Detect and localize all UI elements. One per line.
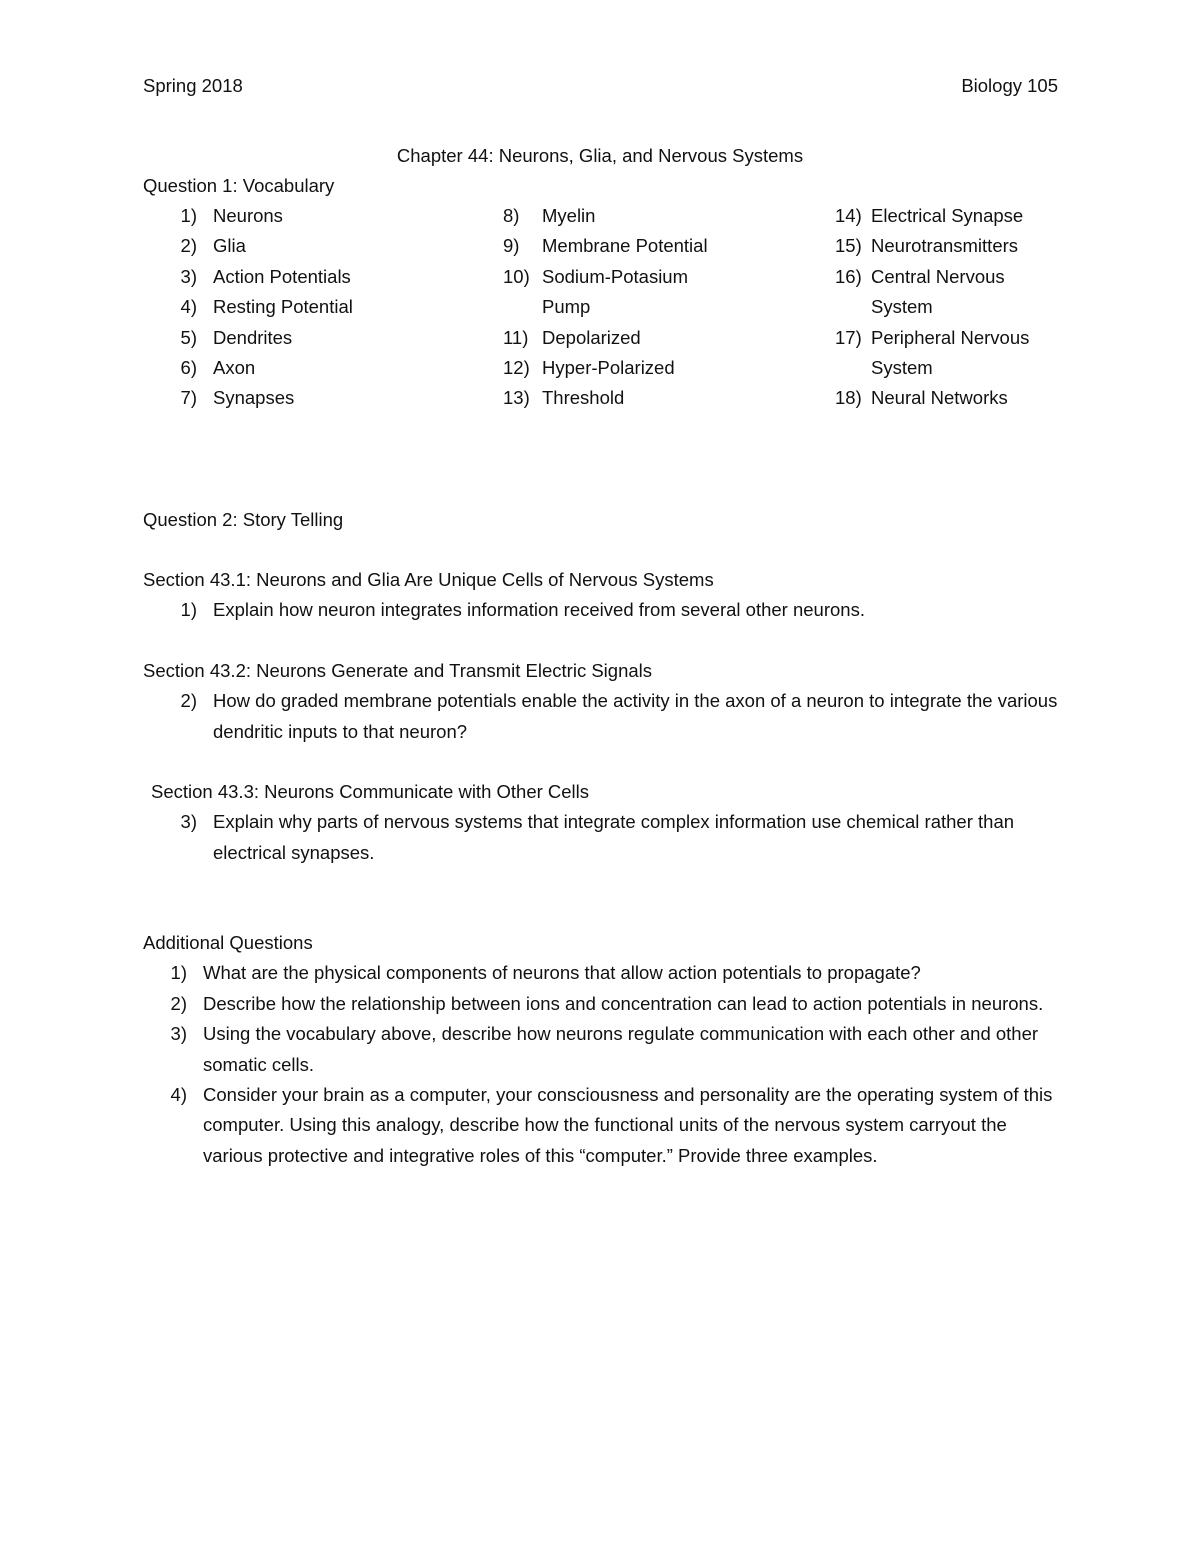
question-item: 2) How do graded membrane potentials enable the activity in the axon of a neuron to integrate the various dendritic inputs to that neuron? xyxy=(180,690,1058,742)
vocab-item: 8) Myelin xyxy=(503,205,596,226)
vocab-item: 9) Membrane Potential xyxy=(503,235,708,257)
question-item: 3) Using the vocabulary above, describe how neurons regulate communication with each other and other somatic cells. xyxy=(170,1023,1039,1075)
question-item: 4) Consider your brain as a computer, your consciousness and personality are the operating system of this computer. Using this analogy, describe how the functional units of the nervous system carryout the various protective and integrative roles of this “computer.” Provide three examples. xyxy=(170,1084,1053,1166)
vocab-item: 7) Synapses xyxy=(180,387,295,409)
question2-heading: Question 2: Story Telling xyxy=(143,509,344,530)
vocab-item: 15) Neurotransmitters xyxy=(835,235,1019,257)
section-43-3 xyxy=(151,777,1063,868)
vocab-column-2 xyxy=(503,201,813,414)
vocab-item: 6) Axon xyxy=(180,357,256,379)
vocab-item: 12) Hyper-Polarized xyxy=(503,357,675,379)
page-title: Chapter 44: Neurons, Glia, and Nervous Systems xyxy=(396,145,804,166)
header-term: Spring 2018 xyxy=(143,75,243,96)
question-item: 3) Explain why parts of nervous systems that integrate complex information use chemical rather than electrical synapses. xyxy=(180,811,1015,863)
section-title: Section 43.3: Neurons Communicate with Other Cells xyxy=(151,781,590,802)
section-title: Section 43.1: Neurons and Glia Are Unique Cells of Nervous Systems xyxy=(143,569,714,590)
question-item: 1) Explain how neuron integrates information received from several other neurons. xyxy=(180,599,865,621)
vocab-item: 5) Dendrites xyxy=(180,326,293,348)
section-title: Section 43.2: Neurons Generate and Transmit Electric Signals xyxy=(143,660,653,681)
vocab-item: 4) Resting Potential xyxy=(180,296,353,318)
section-43-1 xyxy=(143,565,1063,626)
section-43-2 xyxy=(143,656,1063,747)
vocab-item: 13) Threshold xyxy=(503,387,625,409)
additional-questions xyxy=(143,928,1063,1171)
vocab-item: 14) Electrical Synapse xyxy=(835,205,1024,226)
vocab-item: 16) Central Nervous System xyxy=(835,265,1005,318)
question1-heading: Question 1: Vocabulary xyxy=(143,175,335,196)
vocab-column-3 xyxy=(835,201,1095,414)
vocab-item: 11) Depolarized xyxy=(503,326,641,348)
vocab-item: 3) Action Potentials xyxy=(180,265,351,287)
additional-questions-heading: Additional Questions xyxy=(143,932,313,953)
question-item: 1) What are the physical components of neurons that allow action potentials to propagate? xyxy=(170,962,921,984)
question-item: 2) Describe how the relationship between ions and concentration can lead to action potentials in neurons. xyxy=(170,992,1044,1014)
vocab-item: 17) Peripheral Nervous System xyxy=(835,326,1030,379)
vocab-column-1 xyxy=(143,201,483,414)
vocab-item: 2) Glia xyxy=(180,235,246,257)
vocab-item: 18) Neural Networks xyxy=(835,387,1008,409)
header-course: Biology 105 xyxy=(961,75,1058,96)
vocab-item: 1) Neurons xyxy=(180,205,283,226)
vocab-item: 10) Sodium-Potasium Pump xyxy=(503,265,689,318)
